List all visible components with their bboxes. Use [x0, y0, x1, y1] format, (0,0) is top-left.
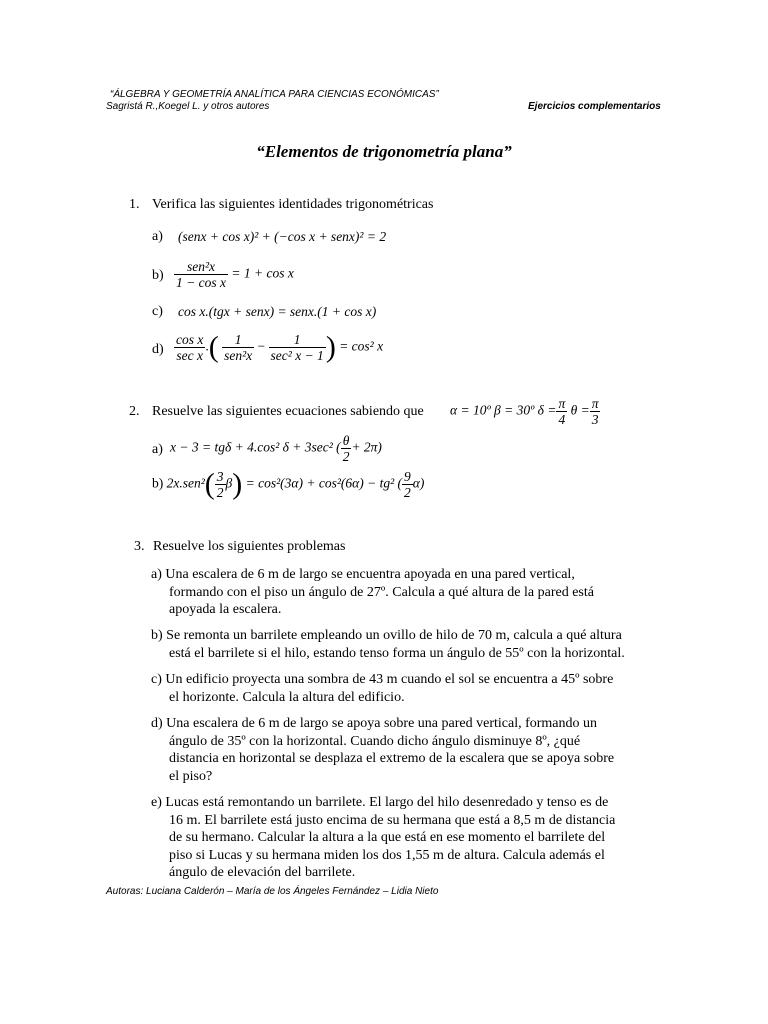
problem-e-line-4: piso si Lucas y su hermana miden los dos 1,55 m de altura. Calcula además el: [169, 847, 605, 863]
ex2-b-equation: [152, 469, 424, 500]
ex2-a-num: θ: [341, 433, 352, 449]
given-beta: β = 30º: [494, 402, 535, 418]
ex1-d-rhs: = cos² x: [339, 338, 384, 354]
ex1-b-denominator: 1 − cos x: [176, 275, 226, 290]
ex2-b-left-paren: (: [204, 467, 215, 501]
ex2-a-den: 2: [342, 449, 350, 464]
given-alpha: α = 10º: [450, 402, 491, 418]
problem-a-label: a): [151, 567, 162, 582]
ex1-a-label: a): [152, 229, 163, 244]
problem-d-line-3: distancia en horizontal se desplaza el extremo de la escalera que se apoya sobre: [169, 751, 615, 766]
exercise3-number: 3.: [134, 539, 145, 554]
ex2-b-right-paren: ): [232, 467, 243, 501]
header-authors: Sagristá R.,Koegel L. y otros autores: [106, 101, 270, 112]
given-theta-den: 3: [591, 412, 599, 427]
problem-d-line-4: el piso?: [169, 768, 213, 784]
ex1-d-left-paren: (: [208, 330, 219, 364]
ex2-a-equation: [170, 433, 382, 464]
exercise2-given-values: [450, 396, 600, 427]
ex1-d-frac1-den: sec x: [176, 348, 203, 363]
problem-e-line-2: 16 m. El barrilete está justo encima de su hermana que está a 8,5 m de distancia: [169, 812, 616, 828]
ex1-d-frac2-num: 1: [222, 332, 254, 348]
ex2-b-label: b): [152, 475, 164, 491]
ex1-d-equation: $\frac{\text{cos x}}{\text{sec x}}$ .( $\frac{1}{\text{sen²x}}$ − $\frac{1}{\text{sec² x − 1}}$ ) = cos² x: [176, 330, 384, 364]
ex2-b-rhs1: = cos²(3α) + cos²(6α) − tg² (: [245, 475, 403, 491]
problem-e-line-1: Lucas está remontando un barrilete. El largo del hilo desenredado y tenso es de: [165, 795, 609, 810]
given-delta-num: π: [558, 396, 566, 411]
ex1-b-rhs: = 1 + cos x: [231, 265, 294, 281]
problem-e-line-5: ángulo de elevación del barrilete.: [169, 865, 356, 880]
ex2-b-num: 3: [216, 469, 224, 484]
problem-d: [151, 715, 663, 785]
ex1-d-frac2-den: sen²x: [224, 348, 253, 363]
problem-e-line-3: de su hermano. Calcular la altura a la que está en ese momento el barrilete del: [169, 830, 606, 845]
exercise1-number: 1.: [129, 197, 140, 212]
given-delta-lhs: δ =: [537, 402, 557, 418]
problem-b-label: b): [151, 628, 163, 643]
problem-b: [151, 627, 663, 662]
header-section: Ejercicios complementarios: [528, 101, 661, 112]
header-book-title: “ÁLGEBRA Y GEOMETRÍA ANALÍTICA PARA CIENCIAS ECONÓMICAS”: [110, 89, 439, 100]
problem-d-line-1: Una escalera de 6 m de largo se apoya sobre una pared vertical, formando un: [166, 716, 598, 731]
ex2-a-rhs: + 2π): [351, 439, 382, 455]
given-delta-den: 4: [558, 412, 566, 427]
problem-e-label: e): [151, 795, 162, 810]
ex2-b-rhs2: α): [412, 475, 425, 491]
ex1-a-equation: (senx + cos x)² + (−cos x + senx)² = 2: [178, 229, 387, 244]
problem-d-label: d): [151, 716, 163, 731]
ex1-d-right-paren: ): [325, 330, 336, 364]
ex2-b-den: 2: [216, 485, 224, 500]
ex2-a-lhs: x − 3 = tgδ + 4.cos² δ + 3sec² (: [170, 439, 341, 455]
given-theta-lhs: θ =: [570, 402, 590, 418]
problem-d-line-2: ángulo de 35º con la horizontal. Cuando dicho ángulo disminuye 8º, ¿qué: [169, 733, 581, 749]
given-theta-num: π: [591, 396, 599, 411]
problem-c-line-1: Un edificio proyecta una sombra de 43 m cuando el sol se encuentra a 45º sobre: [165, 672, 614, 687]
problem-c-label: c): [151, 672, 162, 687]
exercise1-prompt: Verifica las siguientes identidades trigonométricas: [152, 197, 434, 212]
ex1-d-frac3-den: sec² x − 1: [270, 348, 324, 363]
problem-a-line-2: formando con el piso un ángulo de 27º. Calcula a qué altura de la pared está: [169, 584, 594, 600]
ex2-b-mid: β: [225, 475, 233, 491]
ex1-b-equation: [174, 259, 294, 290]
problem-a-line-1: Una escalera de 6 m de largo se encuentra apoyada en una pared vertical,: [165, 567, 575, 582]
footer-authors: Autoras: Luciana Calderón – María de los Ángeles Fernández – Lidia Nieto: [106, 886, 439, 897]
ex1-d-frac1-num: cos x: [176, 332, 204, 347]
ex2-b-den2: 2: [404, 485, 411, 500]
ex1-d-frac3-num: 1: [269, 332, 326, 348]
problem-c-line-2: el horizonte. Calcula la altura del edificio.: [169, 689, 405, 705]
exercise2-prompt: Resuelve las siguientes ecuaciones sabiendo que: [152, 404, 424, 419]
ex1-d-label: d): [152, 342, 164, 357]
ex1-b-numerator: sen²x: [174, 259, 228, 275]
ex2-b-lhs: 2x.sen²: [166, 475, 205, 491]
ex2-b-num2: 9: [404, 469, 411, 484]
ex1-c-label: c): [152, 304, 163, 319]
page-title: “Elementos de trigonometría plana”: [256, 142, 512, 161]
problem-b-line-1: Se remonta un barrilete empleando un ovillo de hilo de 70 m, calcula a qué altura: [166, 628, 622, 643]
problem-e: [151, 794, 663, 882]
problem-b-line-2: está el barrilete si el hilo, estando tenso forma un ángulo de 55º con la horizontal.: [169, 645, 625, 661]
ex1-c-equation: cos x.(tgx + senx) = senx.(1 + cos x): [178, 304, 377, 319]
problem-c: [151, 671, 663, 706]
ex1-b-label: b): [152, 268, 164, 283]
problem-a: [151, 566, 663, 619]
exercise3-prompt: Resuelve los siguientes problemas: [153, 539, 346, 554]
problem-a-line-3: apoyada la escalera.: [169, 602, 282, 617]
ex2-a-label: a): [152, 442, 163, 457]
exercise2-number: 2.: [129, 404, 140, 419]
